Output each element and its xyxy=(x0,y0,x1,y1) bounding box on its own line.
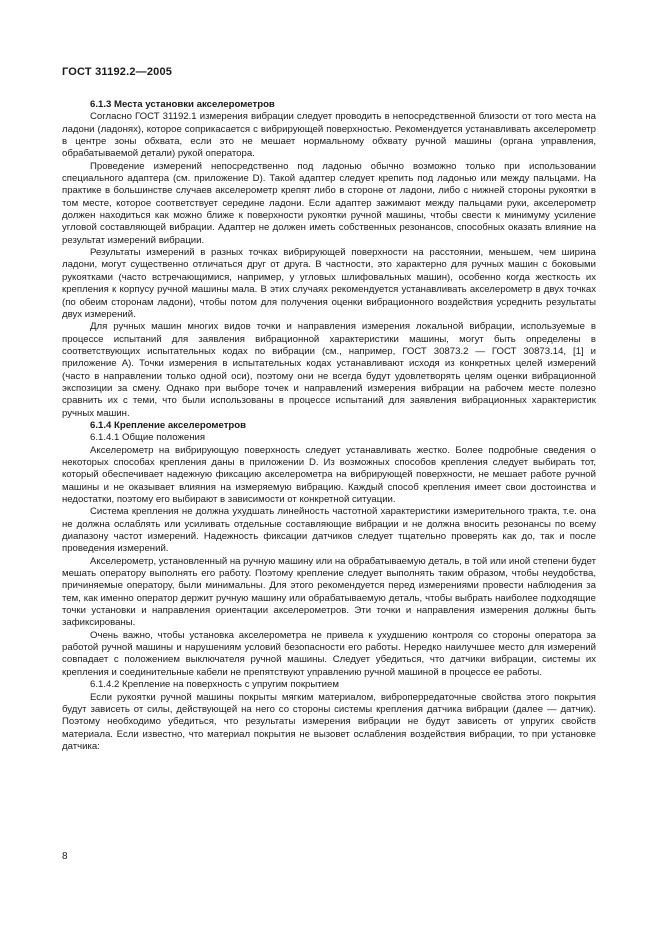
paragraph: Акселерометр на вибрирующую поверхность следует устанавливать жестко. Более подробные сведения о некоторых способах крепления даны в приложении D. Из возможных способов крепления следует выбирать тот, который обеспечивает надежную фиксацию акселерометра на вибрирующей поверхности, не мешает работе ручной машины и не оказывает влияния на измеряемую вибрацию. Каждый способ крепления имеет свои достоинства и недостатки, поэтому его выбирают в зависимости от конкретной ситуации. xyxy=(62,444,596,505)
section-heading-6-1-3: 6.1.3 Места установки акселерометров xyxy=(90,99,275,110)
paragraph: Результаты измерений в разных точках вибрирующей поверхности на расстоянии, меньшем, чем ширина ладони, могут существенно отличаться друг от друга. В частности, это характерно для ручных машин с боковыми рукоятками (часто встречающимися, например, у угловых шлифовальных машин), особенно когда жесткость их крепления к корпусу ручной машины мала. В этих случаях рекомендуется устанавливать акселерометр в двух точках (по обеим сторонам ладони), чтобы потом для получения оценки вибрационного воздействия усреднить результаты двух измерений. xyxy=(62,247,596,320)
paragraph: Если рукоятки ручной машины покрыты мягким материалом, виброперредаточные свойства этого покрытия будут зависеть от силы, действующей на него со стороны системы крепления датчика вибрации (далее — датчик). Поэтому необходимо убедиться, что результаты измерения вибрации не будут зависеть от упругих свойств материала. Если известно, что материал покрытия не вызовет ослабления воздействия вибрации, то при установке датчика: xyxy=(62,691,596,752)
section-heading-6-1-4: 6.1.4 Крепление акселерометров xyxy=(90,419,247,431)
standard-id: ГОСТ 31192.2—2005 xyxy=(62,66,173,78)
subsection-heading-6-1-4-1: 6.1.4.1 Общие положения xyxy=(90,432,206,444)
paragraph: Система крепления не должна ухудшать линейность частотной характеристики измерительного тракта, т.е. она не должна ослаблять или усиливать отдельные составляющие вибрации и не должна вносить резонансы по всему диапазону частот измерений. Надежность фиксации датчиков следует тщательно проверять как до, так и после проведения измерений. xyxy=(62,506,596,555)
paragraph: Акселерометр, установленный на ручную машину или на обрабатываемую деталь, в той или иной степени будет мешать оператору выполнять его работу. Поэтому крепление следует выполнять таким образом, чтобы неудобства, причиняемые оператору, были минимальны. Для этого рекомендуется перед измерениями провести наблюдения за тем, как именно оператор держит ручную машину или обрабатываемую деталь, чтобы выбрать наиболее подходящие точки установки и направления ориентации акселерометров. Эти точки и направления измерения должны быть зафиксированы. xyxy=(62,555,596,629)
paragraph: Очень важно, чтобы установка акселерометра не привела к ухудшению контроля со стороны оператора за работой ручной машины и нарушениям условий безопасности его работы. Нередко наилучшее место для измерений совпадает с положением выключателя ручной машины. Следует убедиться, что датчики вибрации, системы их крепления и соединительные кабели не препятствуют управлению ручной машиной в процессе ее работы. xyxy=(62,629,596,678)
paragraph: Проведение измерений непосредственно под ладонью обычно возможно только при использовании специального адаптера (см. приложение D). Такой адаптер следует крепить под ладонью или между пальцами. На практике в большинстве случаев акселерометр крепят либо в стороне от ладони, либо с нижней стороны рукоятки в том месте, которое соответствует середине ладони. Если адаптер зажимают между пальцами руки, акселерометр должен находиться как можно ближе к поверхности рукоятки ручной машины, чтобы свести к минимуму усиление угловой составляющей вибрации. Адаптер не должен иметь собственных резонансов, способных оказать влияние на результат измерений вибрации. xyxy=(62,160,596,246)
paragraph: Согласно ГОСТ 31192.1 измерения вибрации следует проводить в непосредственной близости от того места на ладони (ладонях), которое соприкасается с вибрирующей поверхностью. Рекомендуется устанавливать акселерометр в центре зоны обхвата, если это не мешает нормальному обхвату ручной машины (органа управления, обрабатываемой детали) рукой оператора. xyxy=(62,111,596,160)
page-number: 8 xyxy=(62,851,68,862)
paragraph: Для ручных машин многих видов точки и направления измерения локальной вибрации, используемые в процессе испытаний для заявления вибрационной характеристики машины, могут быть определены в соответствующих испытательных кодах по вибрации (см., например, ГОСТ 30873.2 — ГОСТ 30873.14, [1] и приложение А). Точки измерения в испытательных кодах устанавливают исходя из конкретных целей измерений (часто в направлении только одной оси), поэтому они не всегда будут удовлетворять целям оценки вибрационной экспозиции за смену. Однако при выборе точек и направлений измерения вибрации на рабочем месте полезно сравнить их с теми, что были использованы в процессе испытаний для заявления вибрационных характеристик ручных машин. xyxy=(62,321,596,419)
subsection-heading-6-1-4-2: 6.1.4.2 Крепление на поверхность с упругим покрытием xyxy=(90,679,339,691)
document-body xyxy=(62,99,596,753)
